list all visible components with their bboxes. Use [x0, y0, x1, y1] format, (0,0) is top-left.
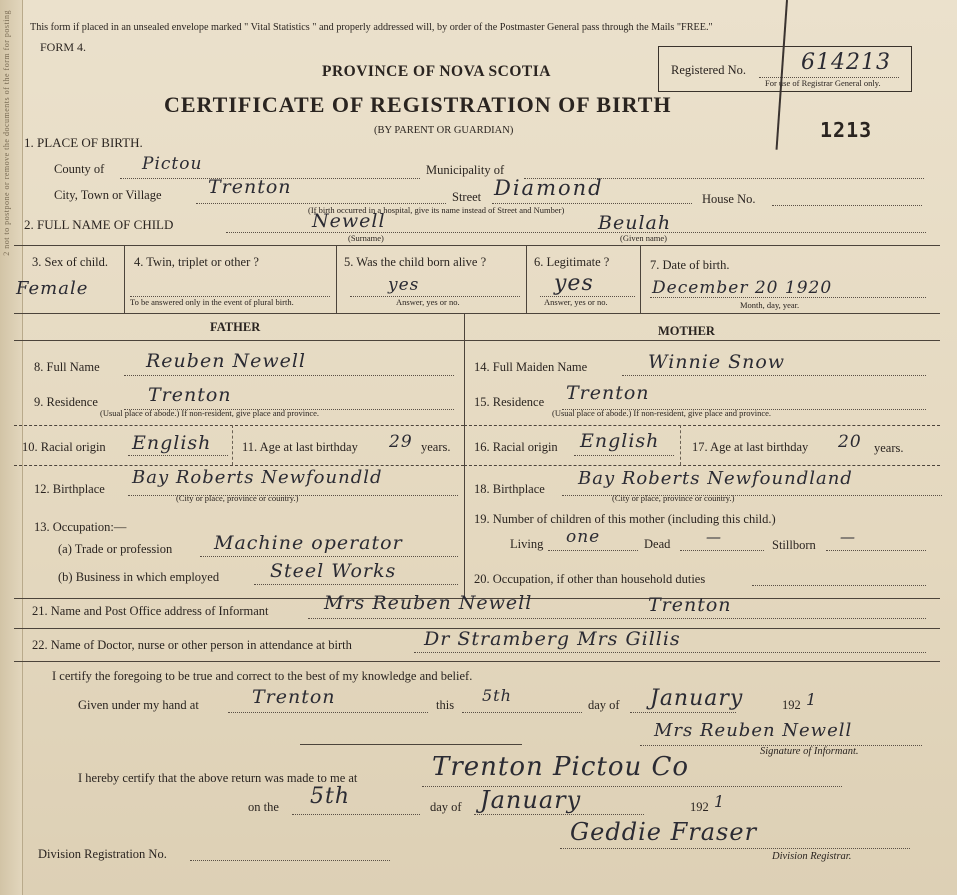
twin-label: 4. Twin, triplet or other ? [134, 255, 259, 269]
mother-age-unit: years. [874, 441, 904, 455]
father-business-label: (b) Business in which employed [58, 570, 220, 584]
page-title: CERTIFICATE OF REGISTRATION OF BIRTH [164, 92, 672, 117]
certify-day-value: 5th [482, 686, 512, 705]
father-occupation-label: 13. Occupation:— [34, 520, 127, 534]
informant-value: Mrs Reuben Newell [324, 592, 533, 614]
child-surname-value: Newell [312, 210, 386, 232]
child-given-value: Beulah [598, 212, 672, 234]
place-of-birth-label: 1. PLACE OF BIRTH. [24, 135, 143, 150]
certify-year-value: 1 [806, 690, 818, 709]
mother-residence-note: (Usual place of abode.) If non-resident, give place and province. [552, 408, 772, 418]
registered-label: Registered No. [671, 63, 746, 77]
doctor-label: 22. Name of Doctor, nurse or other person in attendance at birth [32, 638, 352, 652]
registrar-year-printed: 192 [690, 800, 709, 814]
legitimate-label: 6. Legitimate ? [534, 255, 610, 269]
mother-heading: MOTHER [658, 324, 715, 338]
mail-notice: This form if placed in an unsealed envelope marked " Vital Statistics " and properly addressed will, by order of the Postmaster General pass through the Mails "FREE." [30, 22, 713, 33]
registrar-year-value: 1 [714, 792, 726, 811]
mother-age-label: 17. Age at last birthday [692, 440, 809, 454]
mother-name-label: 14. Full Maiden Name [474, 360, 588, 374]
surname-caption: (Surname) [348, 233, 384, 243]
sex-label: 3. Sex of child. [32, 255, 109, 269]
stillborn-label: Stillborn [772, 538, 816, 552]
sex-value: Female [16, 278, 89, 299]
city-value: Trenton [208, 176, 292, 198]
province-heading: PROVINCE OF NOVA SCOTIA [322, 63, 551, 80]
stamp-number: 1213 [820, 118, 873, 142]
given-caption: (Given name) [620, 233, 667, 243]
registered-value: 614213 [801, 50, 891, 75]
informant-address: Trenton [648, 594, 732, 616]
municipality-label: Municipality of [426, 163, 505, 177]
certify-day-label: day of [588, 698, 620, 712]
mother-age-value: 20 [838, 432, 862, 452]
registrar-place-value: Trenton Pictou Co [432, 752, 690, 782]
registrar-day-label: day of [430, 800, 462, 814]
street-label: Street [452, 190, 482, 204]
father-residence-note: (Usual place of abode.) If non-resident, give place and province. [100, 408, 320, 418]
informant-signature: Mrs Reuben Newell [654, 720, 853, 741]
father-trade-label: (a) Trade or profession [58, 542, 173, 556]
informant-signature-label: Signature of Informant. [760, 746, 859, 757]
this-label: this [436, 698, 455, 712]
registered-note: For use of Registrar General only. [765, 78, 881, 88]
father-racial-value: English [132, 432, 212, 454]
registrar-day-value: 5th [310, 784, 351, 809]
father-residence-value: Trenton [148, 384, 232, 406]
house-number-label: House No. [702, 192, 756, 206]
father-birthplace-value: Bay Roberts Newfoundld [132, 467, 383, 488]
hospital-note: (If birth occurred in a hospital, give its name instead of Street and Number) [308, 205, 565, 215]
dead-value: — [706, 528, 722, 546]
date-of-birth-label: 7. Date of birth. [650, 258, 730, 272]
dead-label: Dead [644, 537, 671, 551]
county-label: County of [54, 162, 105, 176]
alive-value: yes [388, 275, 420, 295]
informant-label: 21. Name and Post Office address of Informant [32, 604, 269, 618]
given-place-value: Trenton [252, 686, 336, 708]
father-name-value: Reuben Newell [146, 350, 306, 372]
doctor-value: Dr Stramberg Mrs Gillis [424, 628, 681, 650]
registrar-signature: Geddie Fraser [570, 818, 758, 846]
legitimate-value: yes [554, 271, 594, 296]
date-of-birth-value: December 20 1920 [652, 278, 833, 298]
father-age-label: 11. Age at last birthday [242, 440, 358, 454]
twin-note: To be answered only in the event of plural birth. [130, 297, 294, 307]
father-age-value: 29 [389, 432, 413, 452]
certify-month-value: January [650, 686, 744, 711]
father-business-value: Steel Works [270, 560, 397, 582]
mother-birthplace-note: (City or place, province or country.) [612, 493, 735, 503]
mother-residence-label: 15. Residence [474, 395, 545, 409]
left-binding-edge [0, 0, 23, 895]
father-racial-label: 10. Racial origin [22, 440, 106, 454]
father-birthplace-note: (City or place, province or country.) [176, 493, 299, 503]
mother-children-label: 19. Number of children of this mother (including this child.) [474, 512, 776, 526]
mother-name-value: Winnie Snow [648, 351, 786, 373]
father-age-unit: years. [421, 440, 451, 454]
living-value: one [566, 527, 601, 547]
father-heading: FATHER [210, 320, 261, 334]
date-note: Month, day, year. [740, 300, 800, 310]
mother-birthplace-label: 18. Birthplace [474, 482, 545, 496]
child-name-label: 2. FULL NAME OF CHILD [24, 217, 174, 232]
father-residence-label: 9. Residence [34, 395, 98, 409]
father-birthplace-label: 12. Birthplace [34, 482, 105, 496]
mother-racial-value: English [580, 430, 660, 452]
mother-occupation-label: 20. Occupation, if other than household duties [474, 572, 706, 586]
registrar-on-the-label: on the [248, 800, 279, 814]
alive-note: Answer, yes or no. [396, 297, 460, 307]
mother-residence-value: Trenton [566, 382, 650, 404]
registrar-month-value: January [480, 786, 582, 814]
father-trade-value: Machine operator [214, 532, 403, 554]
street-value: Diamond [494, 176, 604, 200]
registrar-statement: I hereby certify that the above return was made to me at [78, 771, 358, 785]
father-name-label: 8. Full Name [34, 360, 100, 374]
registered-number-box [658, 46, 912, 92]
mother-racial-label: 16. Racial origin [474, 440, 558, 454]
division-registration-label: Division Registration No. [38, 847, 167, 861]
living-label: Living [510, 537, 544, 551]
mother-birthplace-value: Bay Roberts Newfoundland [578, 468, 853, 489]
form-number: FORM 4. [40, 40, 87, 54]
given-label: Given under my hand at [78, 698, 199, 712]
certify-year-printed: 192 [782, 698, 801, 712]
registrar-label: Division Registrar. [772, 851, 852, 862]
page-subtitle: (BY PARENT OR GUARDIAN) [374, 125, 514, 136]
alive-label: 5. Was the child born alive ? [344, 255, 487, 269]
stillborn-value: — [840, 528, 856, 546]
legitimate-note: Answer, yes or no. [544, 297, 608, 307]
city-label: City, Town or Village [54, 188, 162, 202]
edge-text: 2 not to postpone or remove the documents of the form for posting [2, 10, 11, 256]
county-value: Pictou [142, 154, 203, 174]
certify-statement: I certify the foregoing to be true and correct to the best of my knowledge and belief. [52, 669, 473, 683]
